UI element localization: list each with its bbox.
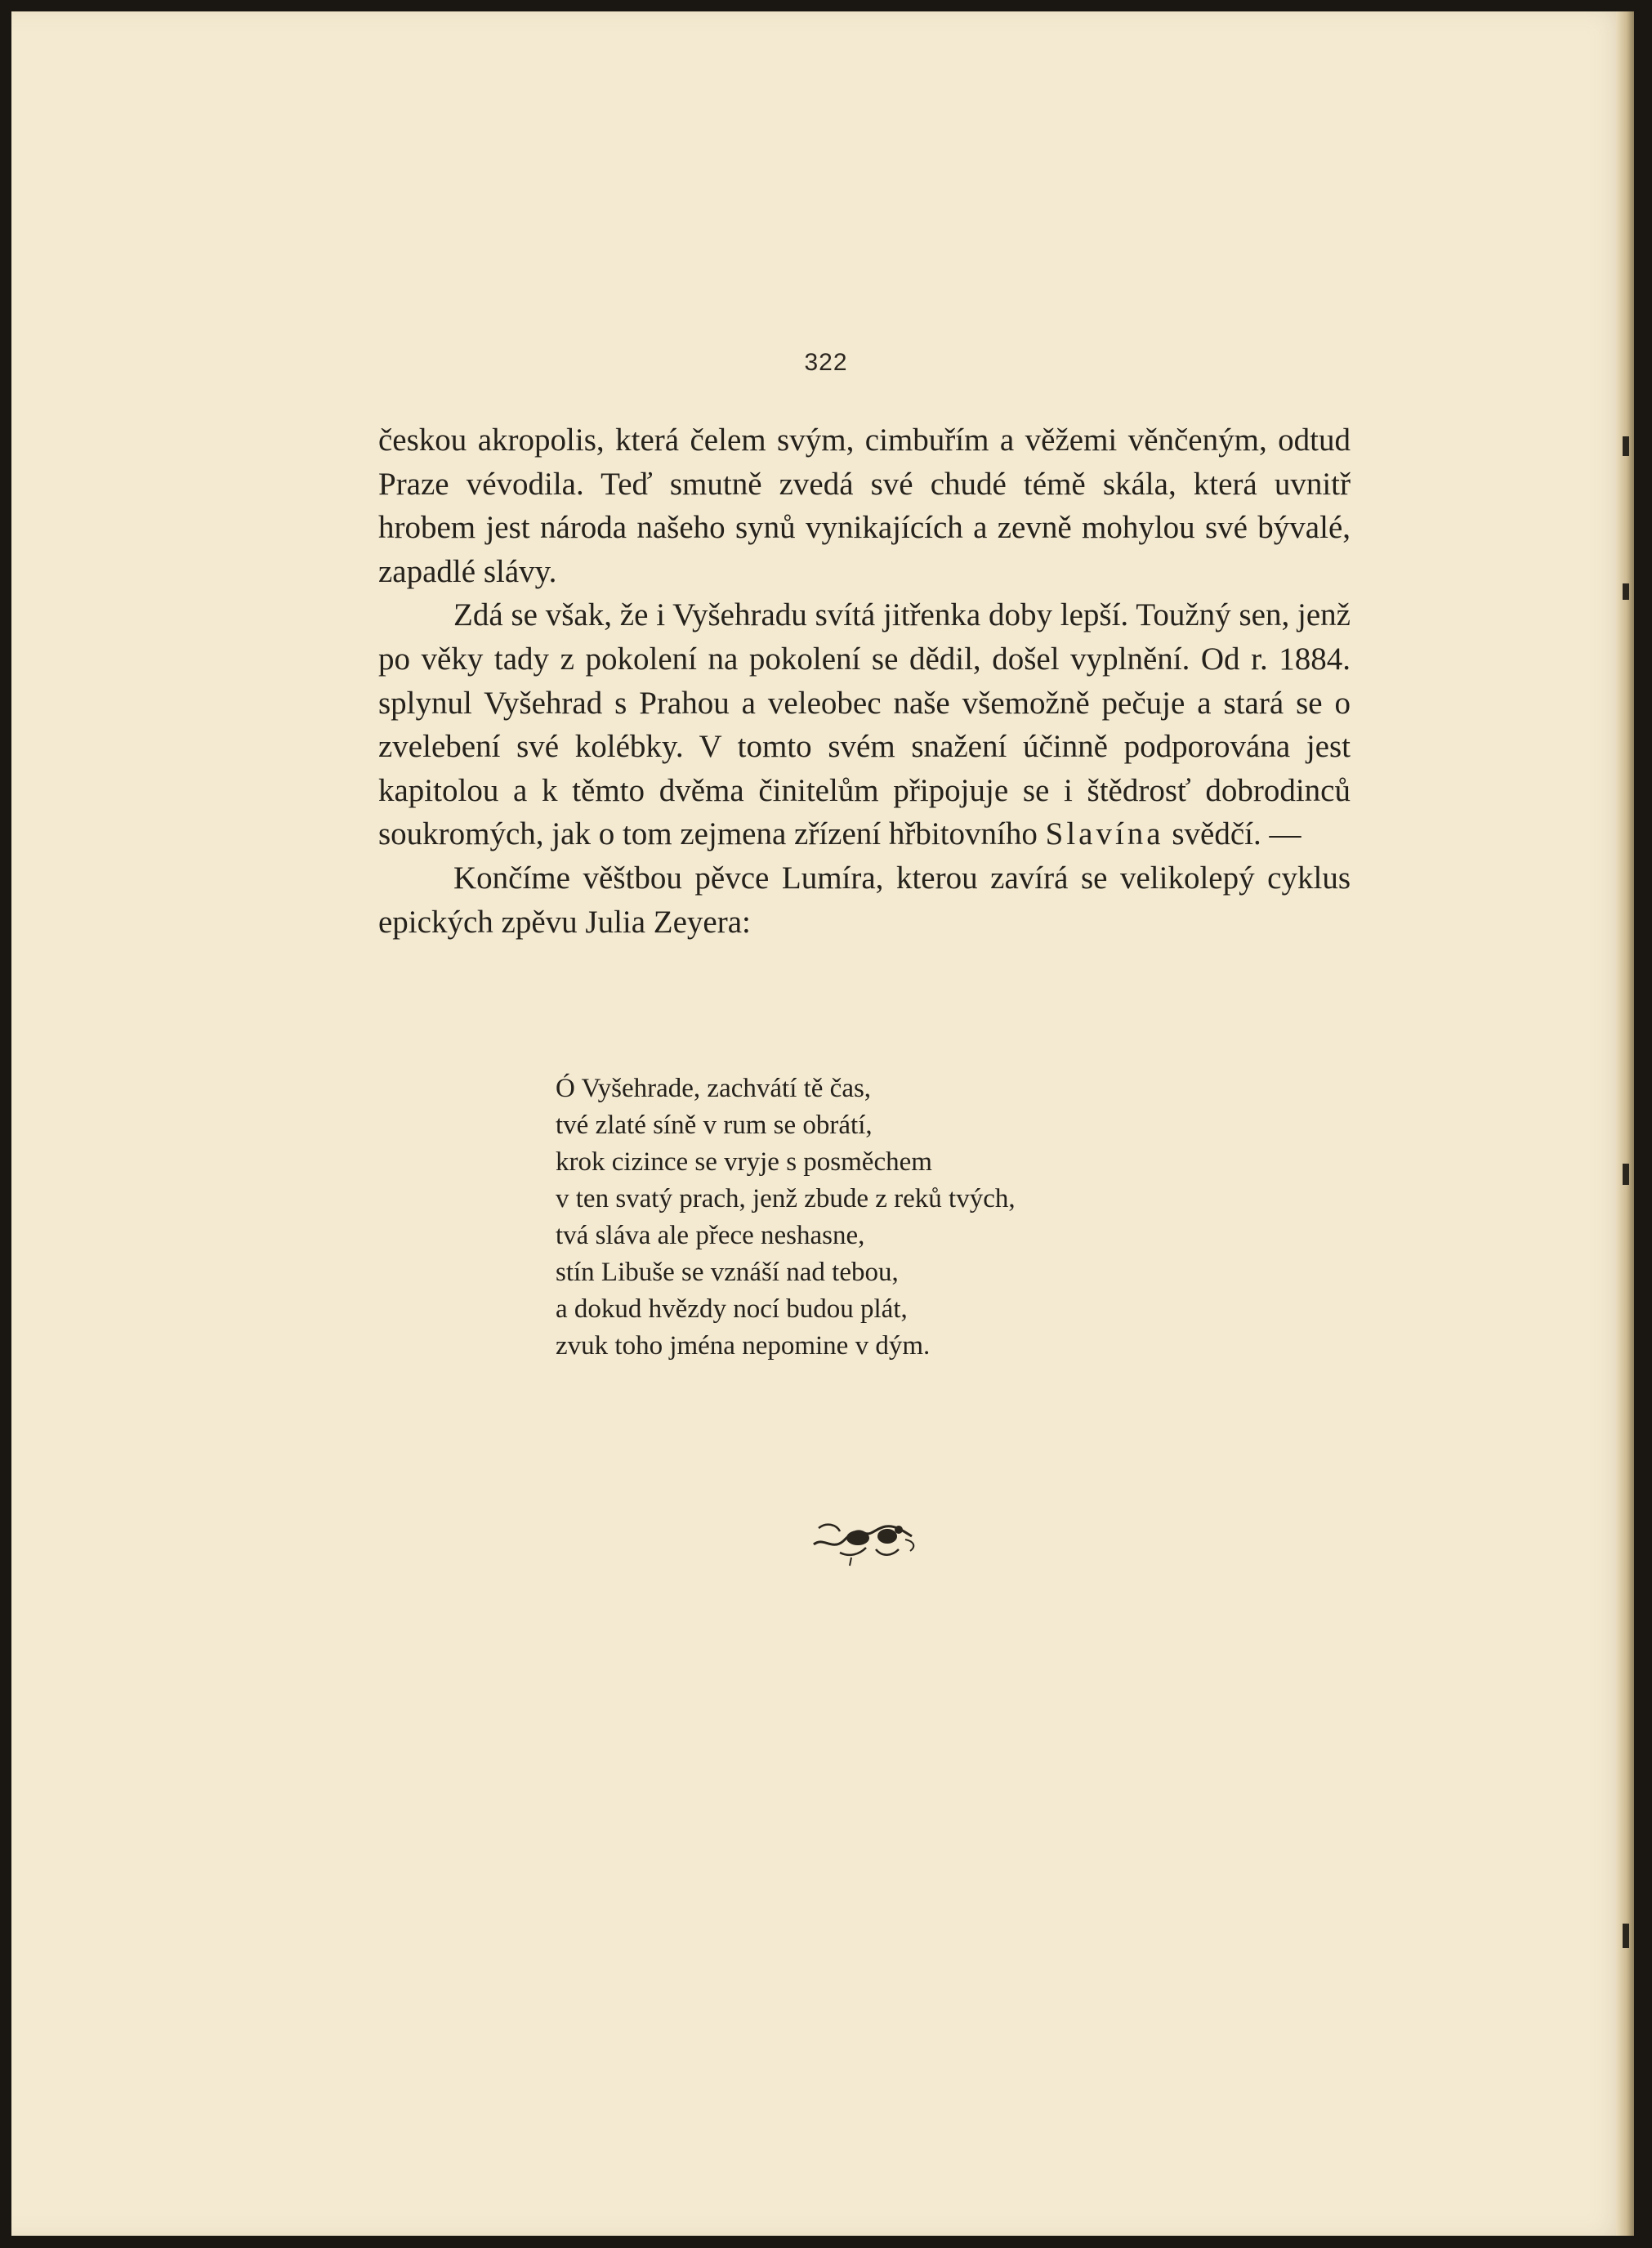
- poem-line: tvé zlaté síně v rum se obrátí,: [556, 1111, 873, 1140]
- page-number: 322: [804, 349, 848, 376]
- edge-mark: [1623, 1164, 1629, 1185]
- edge-mark: [1623, 436, 1629, 456]
- body-text: [378, 418, 1351, 944]
- page-edge: [1616, 11, 1634, 2236]
- paragraph-text: Končíme věštbou pěvce Lumíra, kterou zavírá se velikolepý cyklus epických zpěvu Julia Zeyera:: [378, 860, 1351, 940]
- poem-line: Ó Vyšehrade, zachvátí tě čas,: [556, 1074, 872, 1103]
- paragraph-text: českou akropolis, která čelem svým, cimbuřím a věžemi věnčeným, odtud Praze vévodila. Teď smutně zvedá své chudé témě skála, která uvnitř hrobem jest národa našeho synů vynikajících a zevně mohylou své bývalé, zapadlé slávy.: [378, 422, 1351, 589]
- paragraph-3: [378, 856, 1351, 944]
- edge-mark: [1623, 1924, 1629, 1948]
- poem-line: krok cizince se vryje s posměchem: [556, 1147, 932, 1177]
- decorative-vignette-icon: [807, 1504, 922, 1569]
- poem-line: tvá sláva ale přece neshasne,: [556, 1221, 865, 1250]
- paragraph-text: Zdá se však, že i Vyšehradu svítá jitřenka doby lepší. Toužný sen, jenž po věky tady z pokolení na pokolení se dědil, došel vyplnění. Od r. 1884. splynul Vyšehrad s Prahou a veleobec naše všemožně pečuje a stará se o zvelebení své kolébky. V tomto svém snažení účinně podporována jest kapitolou a k těmto dvěma činitelům připojuje se i štědrosť dobrodinců soukromých, jak o tom zejmena zřízení hřbitovního: [378, 597, 1351, 852]
- paragraph-2: [378, 593, 1351, 856]
- poem-line: a dokud hvězdy nocí budou plát,: [556, 1294, 908, 1324]
- paragraph-1: [378, 418, 1351, 593]
- paragraph-text: svědčí. —: [1163, 816, 1302, 852]
- edge-mark: [1623, 583, 1629, 600]
- poem-line: stín Libuše se vznáší nad tebou,: [556, 1258, 899, 1287]
- poem-line: v ten svatý prach, jenž zbude z reků tvých,: [556, 1184, 1016, 1213]
- poem-line: zvuk toho jména nepomine v dým.: [556, 1331, 931, 1361]
- poem-block: [556, 1070, 1016, 1365]
- spaced-name: Slavína: [1045, 816, 1164, 852]
